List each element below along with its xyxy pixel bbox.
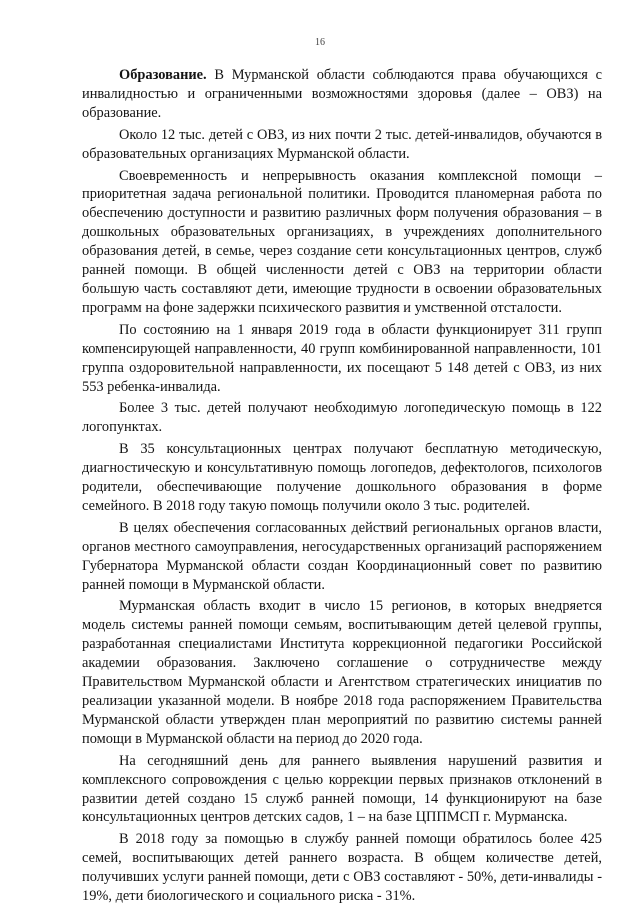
section-heading: Образование. <box>119 67 207 83</box>
paragraph: По состоянию на 1 января 2019 года в области функционирует 311 групп компенсирующей направленности, 40 групп комбинированной направленности, 101 группа оздоровительной направленности, их посещают 5 148 детей с ОВЗ, из них 553 ребенка-инвалида. <box>82 321 602 395</box>
paragraph <box>82 66 602 123</box>
paragraph: Мурманская область входит в число 15 регионов, в которых внедряется модель системы ранней помощи семьям, воспитывающим детей целевой группы, разработанная специалистами Института коррекционной педагогики Российской академии образования. Заключено соглашение о сотрудничестве между Правительством Мурманской области и Агентством стратегических инициатив по реализации указанной модели. В ноябре 2018 года распоряжением Правительства Мурманской области утвержден план мероприятий по развитию системы ранней помощи в Мурманской области на период до 2020 года. <box>82 598 602 747</box>
page-number: 16 <box>315 37 325 48</box>
paragraph: Более 3 тыс. детей получают необходимую логопедическую помощь в 122 логопунктах. <box>82 400 602 436</box>
paragraph: На сегодняшний день для раннего выявления нарушений развития и комплексного сопровождения с целью коррекции первых признаков отклонений в развитии детей создано 15 служб ранней помощи, 14 функционируют на базе консультационных центров детских садов, 1 – на базе ЦППМСП г. Мурманска. <box>82 752 602 826</box>
paragraph: В 35 консультационных центрах получают бесплатную методическую, диагностическую и консультативную помощь логопедов, дефектологов, психологов родители, обеспечивающие получение дошкольного образования в форме семейного. В 2018 году такую помощь получили около 3 тыс. родителей. <box>82 441 602 514</box>
paragraph: В 2018 году за помощью в службу ранней помощи обратилось более 425 семей, воспитывающих детей раннего возраста. В общем количестве детей, получивших услуги ранней помощи, дети с ОВЗ составляют - 50%, дети-инвалиды - 19%, дети биологического и социального риска - 31%. <box>82 831 602 905</box>
paragraph-text: В Мурманской области соблюдаются права обучающихся с инвалидностью и ограниченными возможностями здоровья (далее – ОВЗ) на образование. <box>82 67 602 121</box>
document-body <box>82 66 602 906</box>
paragraph: Около 12 тыс. детей с ОВЗ, из них почти 2 тыс. детей-инвалидов, обучаются в образовательных организациях Мурманской области. <box>82 126 602 162</box>
paragraph: Своевременность и непрерывность оказания комплексной помощи – приоритетная задача региональной политики. Проводится планомерная работа по обеспечению доступности и развитию различных форм получения образования – в дошкольных образовательных организациях, в учреждениях дополнительного образования детей, в семье, через создание сети консультационных центров, служб ранней помощи. В общей численности детей с ОВЗ на территории области большую часть составляют дети, имеющие трудности в освоении образовательных программ на фоне задержки психического развития и умственной отсталости. <box>82 167 602 316</box>
paragraph: В целях обеспечения согласованных действий региональных органов власти, органов местного самоуправления, негосударственных организаций распоряжением Губернатора Мурманской области создан Координационный совет по развитию ранней помощи в Мурманской области. <box>82 519 602 593</box>
